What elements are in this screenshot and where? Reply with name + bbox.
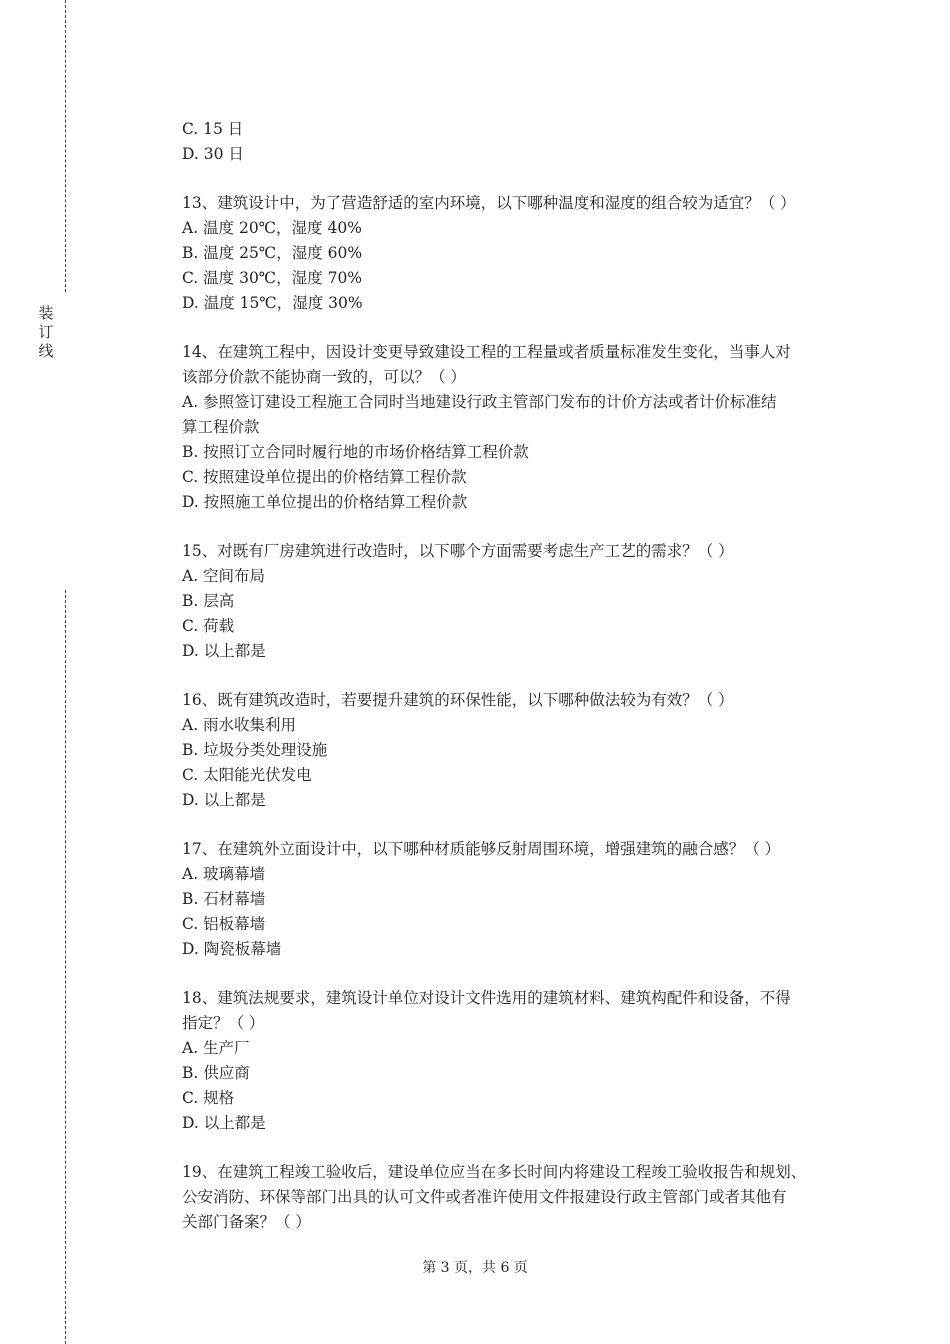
- answer-option: C. 铝板幕墙: [182, 915, 266, 933]
- question-stem-line: 18、建筑法规要求，建筑设计单位对设计文件选用的建筑材料、建筑构配件和设备，不得: [182, 989, 791, 1007]
- answer-option: B. 石材幕墙: [182, 890, 266, 908]
- answer-option: D. 以上都是: [182, 642, 266, 660]
- question-stem-line: 关部门备案？（ ）: [182, 1213, 311, 1231]
- answer-option: D. 陶瓷板幕墙: [182, 940, 282, 958]
- question-block: [182, 340, 854, 515]
- answer-option: 算工程价款: [182, 418, 260, 436]
- question-block: [182, 986, 854, 1136]
- answer-option: B. 按照订立合同时履行地的市场价格结算工程价款: [182, 443, 529, 461]
- question-block: [182, 1160, 854, 1235]
- answer-option: C. 太阳能光伏发电: [182, 766, 312, 784]
- answer-option: C. 规格: [182, 1089, 235, 1107]
- question-list: [182, 117, 854, 1259]
- answer-option: D. 按照施工单位提出的价格结算工程价款: [182, 493, 468, 511]
- answer-option: A. 参照签订建设工程施工合同时当地建设行政主管部门发布的计价方法或者计价标准结: [182, 393, 777, 411]
- answer-option: C. 温度 30℃，湿度 70%: [182, 269, 363, 287]
- question-stem-line: 19、在建筑工程竣工验收后，建设单位应当在多长时间内将建设工程竣工验收报告和规划、: [182, 1163, 807, 1181]
- question-stem-line: 17、在建筑外立面设计中，以下哪种材质能够反射周围环境，增强建筑的融合感？（ ）: [182, 840, 781, 858]
- answer-option: C. 按照建设单位提出的价格结算工程价款: [182, 468, 467, 486]
- answer-option: C. 荷载: [182, 617, 235, 635]
- page-footer: 第 3 页，共 6 页: [422, 1260, 528, 1276]
- question-block: [182, 117, 854, 167]
- answer-option: C. 15 日: [182, 120, 244, 138]
- answer-option: D. 温度 15℃，湿度 30%: [182, 294, 363, 312]
- question-stem-line: 15、对既有厂房建筑进行改造时，以下哪个方面需要考虑生产工艺的需求？（ ）: [182, 542, 734, 560]
- answer-option: D. 30 日: [182, 145, 244, 163]
- question-stem-line: 13、建筑设计中，为了营造舒适的室内环境，以下哪种温度和湿度的组合较为适宜？（ ）: [182, 194, 796, 212]
- answer-option: A. 生产厂: [182, 1039, 250, 1057]
- question-stem-line: 16、既有建筑改造时，若要提升建筑的环保性能，以下哪种做法较为有效？（ ）: [182, 691, 734, 709]
- answer-option: A. 空间布局: [182, 567, 266, 585]
- answer-option: B. 垃圾分类处理设施: [182, 741, 328, 759]
- binding-label: 装订线: [38, 304, 54, 360]
- question-stem-line: 该部分价款不能协商一致的，可以？（ ）: [182, 368, 466, 386]
- answer-option: A. 温度 20℃，湿度 40%: [182, 219, 362, 237]
- answer-option: B. 层高: [182, 592, 235, 610]
- binding-dashed-line-top: [65, 0, 66, 292]
- binding-dashed-line-bottom: [65, 590, 66, 1344]
- answer-option: D. 以上都是: [182, 791, 266, 809]
- answer-option: B. 供应商: [182, 1064, 250, 1082]
- answer-option: A. 玻璃幕墙: [182, 865, 266, 883]
- answer-option: B. 温度 25℃，湿度 60%: [182, 244, 363, 262]
- answer-option: A. 雨水收集利用: [182, 716, 297, 734]
- question-block: [182, 837, 854, 962]
- answer-option: D. 以上都是: [182, 1114, 266, 1132]
- question-stem-line: 指定？（ ）: [182, 1014, 265, 1032]
- question-stem-line: 公安消防、环保等部门出具的认可文件或者准许使用文件报建设行政主管部门或者其他有: [182, 1188, 787, 1206]
- question-block: [182, 191, 854, 316]
- question-stem-line: 14、在建筑工程中，因设计变更导致建设工程的工程量或者质量标准发生变化，当事人对: [182, 343, 791, 361]
- question-block: [182, 539, 854, 664]
- question-block: [182, 688, 854, 813]
